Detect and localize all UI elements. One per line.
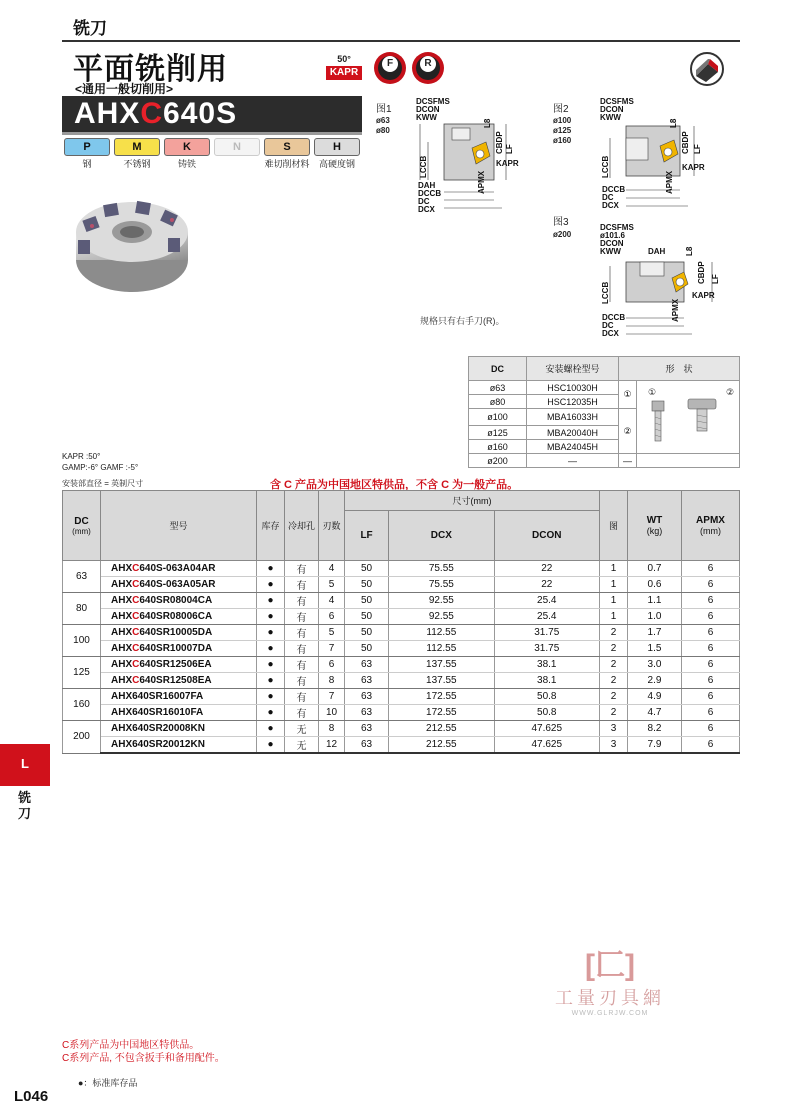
material-n: N bbox=[214, 138, 260, 157]
svg-text:L8: L8 bbox=[685, 246, 694, 256]
lf-cell: 63 bbox=[345, 721, 389, 737]
col-stock: 库存 bbox=[257, 491, 285, 561]
stock-cell: ● bbox=[257, 737, 285, 754]
dc-cell: 100 bbox=[63, 625, 101, 657]
model-cell: AHXC640SR12508EA bbox=[101, 673, 257, 689]
screw-header-shape: 形 状 bbox=[619, 357, 740, 381]
dcx-cell: 75.55 bbox=[389, 577, 494, 593]
dcx-cell: 172.55 bbox=[389, 689, 494, 705]
apmx-cell: 6 bbox=[682, 609, 740, 625]
table-row bbox=[63, 577, 740, 593]
figure-2-diagram bbox=[596, 98, 726, 216]
screw-header-model: 安装螺栓型号 bbox=[527, 357, 619, 381]
svg-text:KWW: KWW bbox=[600, 113, 621, 122]
svg-text:DC: DC bbox=[602, 321, 614, 330]
lf-cell: 63 bbox=[345, 737, 389, 754]
svg-text:DCON: DCON bbox=[600, 239, 624, 248]
chapter-letter: L bbox=[21, 756, 29, 771]
watermark-name: 工量刃具網 bbox=[555, 988, 665, 1008]
wt-cell: 1.7 bbox=[628, 625, 682, 641]
table-row bbox=[63, 609, 740, 625]
model-cell: AHXC640S-063A05AR bbox=[101, 577, 257, 593]
col-model: 型号 bbox=[101, 491, 257, 561]
apmx-cell: 6 bbox=[682, 737, 740, 754]
stock-cell: ● bbox=[257, 577, 285, 593]
dc-cell: 200 bbox=[63, 721, 101, 754]
apmx-cell: 6 bbox=[682, 705, 740, 721]
dcon-cell: 38.1 bbox=[494, 673, 599, 689]
coolant-cell: 有 bbox=[285, 593, 319, 609]
dcx-cell: 212.55 bbox=[389, 721, 494, 737]
chapter-label: 铣刀 bbox=[18, 790, 32, 821]
svg-text:CBDP: CBDP bbox=[495, 131, 504, 154]
coolant-cell: 有 bbox=[285, 641, 319, 657]
teeth-cell: 7 bbox=[319, 689, 345, 705]
stock-cell: ● bbox=[257, 689, 285, 705]
table-row bbox=[63, 705, 740, 721]
apmx-cell: 6 bbox=[682, 625, 740, 641]
svg-text:DC: DC bbox=[418, 197, 430, 206]
model-bar bbox=[62, 96, 362, 132]
teeth-cell: 8 bbox=[319, 721, 345, 737]
apmx-cell: 6 bbox=[682, 721, 740, 737]
coolant-cell: 有 bbox=[285, 577, 319, 593]
fig-cell: 2 bbox=[600, 641, 628, 657]
watermark-url: WWW.GLRJW.COM bbox=[571, 1010, 649, 1017]
wt-cell: 4.9 bbox=[628, 689, 682, 705]
wt-cell: 1.5 bbox=[628, 641, 682, 657]
workpiece-icon bbox=[690, 52, 724, 86]
kapr-degree: 50° bbox=[337, 54, 351, 64]
svg-text:DCX: DCX bbox=[418, 205, 435, 214]
svg-text:APMX: APMX bbox=[665, 170, 674, 194]
model-cell: AHX640SR20008KN bbox=[101, 721, 257, 737]
model-cell: AHXC640S-063A04AR bbox=[101, 561, 257, 577]
screw-row: ø63 HSC10030H ① ① ② bbox=[469, 381, 740, 395]
section-title: 铣刀 bbox=[73, 19, 107, 38]
svg-text:LF: LF bbox=[505, 144, 514, 154]
dc-cell: 80 bbox=[63, 593, 101, 625]
coolant-cell: 有 bbox=[285, 625, 319, 641]
lf-cell: 50 bbox=[345, 641, 389, 657]
stock-cell: ● bbox=[257, 721, 285, 737]
stock-cell: ● bbox=[257, 561, 285, 577]
dcx-cell: 137.55 bbox=[389, 673, 494, 689]
table-row bbox=[63, 737, 740, 754]
svg-text:ø101.6: ø101.6 bbox=[600, 231, 625, 240]
col-dcx: DCX bbox=[389, 511, 494, 561]
svg-text:LCCB: LCCB bbox=[601, 155, 610, 178]
model-bar-stripe bbox=[62, 132, 362, 135]
svg-text:APMX: APMX bbox=[671, 298, 680, 322]
coolant-cell: 有 bbox=[285, 705, 319, 721]
wt-cell: 1.1 bbox=[628, 593, 682, 609]
footer-note-2: C系列产品, 不包含扳手和备用配件。 bbox=[62, 1053, 225, 1064]
svg-text:DCCB: DCCB bbox=[602, 185, 626, 194]
dcon-cell: 22 bbox=[494, 577, 599, 593]
lf-cell: 63 bbox=[345, 705, 389, 721]
dcon-cell: 38.1 bbox=[494, 657, 599, 673]
stock-legend: ●：标准库存品 bbox=[78, 1078, 138, 1088]
screw-shape-illustration bbox=[637, 381, 740, 454]
svg-text:DCSFMS: DCSFMS bbox=[600, 223, 634, 232]
dcon-cell: 50.8 bbox=[494, 689, 599, 705]
apmx-cell: 6 bbox=[682, 641, 740, 657]
dcx-cell: 172.55 bbox=[389, 705, 494, 721]
wt-cell: 7.9 bbox=[628, 737, 682, 754]
right-hand-note: 规格只有右手刀(R)。 bbox=[420, 316, 505, 326]
svg-text:DCCB: DCCB bbox=[602, 313, 626, 322]
table-row bbox=[63, 625, 740, 641]
model-cell: AHXC640SR08004CA bbox=[101, 593, 257, 609]
model-cell: AHX640SR20012KN bbox=[101, 737, 257, 754]
dcon-cell: 50.8 bbox=[494, 705, 599, 721]
figure-1-diagram bbox=[410, 98, 540, 216]
fig-cell: 1 bbox=[600, 609, 628, 625]
col-lf: LF bbox=[345, 511, 389, 561]
apmx-cell: 6 bbox=[682, 689, 740, 705]
material-legend bbox=[62, 138, 372, 172]
material-m: M 不锈钢 bbox=[114, 138, 160, 170]
fig-cell: 2 bbox=[600, 657, 628, 673]
material-s: S 难切削材料 bbox=[264, 138, 310, 170]
wt-cell: 0.6 bbox=[628, 577, 682, 593]
dcon-cell: 31.75 bbox=[494, 641, 599, 657]
svg-text:①: ① bbox=[648, 387, 657, 397]
coolant-cell: 有 bbox=[285, 689, 319, 705]
dcon-cell: 25.4 bbox=[494, 609, 599, 625]
material-p: P 钢 bbox=[64, 138, 110, 170]
header-divider bbox=[62, 40, 740, 42]
dcx-cell: 112.55 bbox=[389, 625, 494, 641]
fig-cell: 1 bbox=[600, 593, 628, 609]
table-row bbox=[63, 689, 740, 705]
svg-text:CBDP: CBDP bbox=[681, 131, 690, 154]
fig-cell: 2 bbox=[600, 625, 628, 641]
teeth-cell: 5 bbox=[319, 625, 345, 641]
teeth-cell: 5 bbox=[319, 577, 345, 593]
material-h: H 高硬度钢 bbox=[314, 138, 360, 170]
svg-text:APMX: APMX bbox=[477, 170, 486, 194]
dcx-cell: 92.55 bbox=[389, 593, 494, 609]
right-hand-r-icon: R bbox=[412, 52, 444, 84]
table-row bbox=[63, 641, 740, 657]
table-row bbox=[63, 673, 740, 689]
dcon-cell: 25.4 bbox=[494, 593, 599, 609]
teeth-cell: 4 bbox=[319, 593, 345, 609]
col-dc: DC (mm) bbox=[63, 491, 101, 561]
dcon-cell: 31.75 bbox=[494, 625, 599, 641]
coolant-cell: 有 bbox=[285, 561, 319, 577]
svg-text:DCCB: DCCB bbox=[418, 189, 442, 198]
col-coolant: 冷却孔 bbox=[285, 491, 319, 561]
wt-cell: 8.2 bbox=[628, 721, 682, 737]
c-series-notice: 含 C 产品为中国地区特供品，不含 C 为一般产品。 bbox=[270, 479, 519, 491]
stock-cell: ● bbox=[257, 609, 285, 625]
teeth-cell: 10 bbox=[319, 705, 345, 721]
table-row bbox=[63, 657, 740, 673]
stock-cell: ● bbox=[257, 593, 285, 609]
dc-cell: 125 bbox=[63, 657, 101, 689]
svg-text:②: ② bbox=[726, 387, 735, 397]
table-row bbox=[63, 721, 740, 737]
wt-cell: 2.9 bbox=[628, 673, 682, 689]
svg-text:KWW: KWW bbox=[416, 113, 437, 122]
col-teeth: 刃数 bbox=[319, 491, 345, 561]
figure-1-diameters: ø63 ø80 bbox=[376, 116, 390, 135]
lf-cell: 50 bbox=[345, 593, 389, 609]
svg-text:DCSFMS: DCSFMS bbox=[416, 98, 450, 106]
figure-2-label: 图2 bbox=[553, 104, 569, 115]
svg-text:L8: L8 bbox=[669, 118, 678, 128]
figure-3-diagram bbox=[596, 222, 736, 342]
material-k: K 铸铁 bbox=[164, 138, 210, 170]
stock-cell: ● bbox=[257, 673, 285, 689]
teeth-cell: 12 bbox=[319, 737, 345, 754]
apmx-cell: 6 bbox=[682, 561, 740, 577]
svg-text:KAPR: KAPR bbox=[496, 159, 519, 168]
svg-text:CBDP: CBDP bbox=[697, 261, 706, 284]
figure-2-diameters: ø100 ø125 ø160 bbox=[553, 116, 572, 145]
screw-header-dc: DC bbox=[469, 357, 527, 381]
svg-text:DAH: DAH bbox=[648, 247, 666, 256]
svg-text:DCX: DCX bbox=[602, 201, 619, 210]
teeth-cell: 8 bbox=[319, 673, 345, 689]
stock-cell: ● bbox=[257, 705, 285, 721]
dcx-cell: 112.55 bbox=[389, 641, 494, 657]
screw-row: ø160 MBA24045H bbox=[469, 440, 740, 454]
svg-text:DC: DC bbox=[602, 193, 614, 202]
model-name: AHXC640S bbox=[74, 97, 238, 130]
teeth-cell: 7 bbox=[319, 641, 345, 657]
table-row bbox=[63, 561, 740, 577]
dcx-cell: 137.55 bbox=[389, 657, 494, 673]
kapr-badge bbox=[326, 54, 362, 88]
dcx-cell: 75.55 bbox=[389, 561, 494, 577]
dcon-cell: 47.625 bbox=[494, 721, 599, 737]
apmx-cell: 6 bbox=[682, 657, 740, 673]
model-cell: AHXC640SR08006CA bbox=[101, 609, 257, 625]
param-rake-angles: GAMP:-6° GAMF :-5° bbox=[62, 463, 139, 472]
table-row bbox=[63, 593, 740, 609]
lf-cell: 50 bbox=[345, 577, 389, 593]
svg-text:DCSFMS: DCSFMS bbox=[600, 98, 634, 106]
svg-text:LF: LF bbox=[711, 274, 720, 284]
model-cell: AHX640SR16007FA bbox=[101, 689, 257, 705]
svg-text:L8: L8 bbox=[483, 118, 492, 128]
figure-3-label: 图3 bbox=[553, 217, 569, 228]
figure-3-diameters: ø200 bbox=[553, 230, 572, 239]
svg-text:DCON: DCON bbox=[600, 105, 624, 114]
lf-cell: 63 bbox=[345, 689, 389, 705]
svg-text:DAH: DAH bbox=[418, 181, 436, 190]
svg-text:DCX: DCX bbox=[602, 329, 619, 338]
dcx-cell: 212.55 bbox=[389, 737, 494, 754]
mounting-screw-table bbox=[468, 356, 740, 468]
svg-text:KWW: KWW bbox=[600, 247, 621, 256]
stock-cell: ● bbox=[257, 625, 285, 641]
teeth-cell: 4 bbox=[319, 561, 345, 577]
watermark bbox=[540, 940, 680, 1020]
screw-row: ø200 — — bbox=[469, 454, 740, 468]
product-subtitle: <通用一般切削用> bbox=[75, 82, 174, 96]
lf-cell: 50 bbox=[345, 609, 389, 625]
coolant-cell: 有 bbox=[285, 673, 319, 689]
dcon-cell: 47.625 bbox=[494, 737, 599, 754]
teeth-cell: 6 bbox=[319, 609, 345, 625]
col-apmx: APMX (mm) bbox=[682, 491, 740, 561]
lf-cell: 50 bbox=[345, 561, 389, 577]
col-dcon: DCON bbox=[494, 511, 599, 561]
coolant-cell: 无 bbox=[285, 737, 319, 754]
wt-cell: 1.0 bbox=[628, 609, 682, 625]
stock-cell: ● bbox=[257, 657, 285, 673]
svg-text:KAPR: KAPR bbox=[692, 291, 715, 300]
apmx-cell: 6 bbox=[682, 577, 740, 593]
wt-cell: 3.0 bbox=[628, 657, 682, 673]
chapter-tab bbox=[0, 744, 50, 786]
figure-1-label: 图1 bbox=[376, 104, 392, 115]
param-kapr: KAPR :50° bbox=[62, 452, 101, 461]
lf-cell: 63 bbox=[345, 657, 389, 673]
lf-cell: 50 bbox=[345, 625, 389, 641]
apmx-cell: 6 bbox=[682, 673, 740, 689]
footer-note-1: C系列产品为中国地区特供品。 bbox=[62, 1040, 200, 1051]
coolant-cell: 有 bbox=[285, 609, 319, 625]
teeth-cell: 6 bbox=[319, 657, 345, 673]
screw-row: ø80 HSC12035H bbox=[469, 395, 740, 409]
dc-cell: 160 bbox=[63, 689, 101, 721]
param-bore-note: 安装部直径 = 英制尺寸 bbox=[62, 479, 144, 488]
model-cell: AHX640SR16010FA bbox=[101, 705, 257, 721]
svg-text:LCCB: LCCB bbox=[601, 281, 610, 304]
svg-text:LF: LF bbox=[693, 144, 702, 154]
face-milling-f-icon: F bbox=[374, 52, 406, 84]
col-figure: 图 bbox=[600, 491, 628, 561]
coolant-cell: 无 bbox=[285, 721, 319, 737]
fig-cell: 2 bbox=[600, 689, 628, 705]
wt-cell: 4.7 bbox=[628, 705, 682, 721]
col-dimensions: 尺寸(mm) bbox=[345, 491, 600, 511]
model-cell: AHXC640SR10007DA bbox=[101, 641, 257, 657]
coolant-cell: 有 bbox=[285, 657, 319, 673]
dcon-cell: 22 bbox=[494, 561, 599, 577]
svg-text:LCCB: LCCB bbox=[419, 155, 428, 178]
fig-cell: 1 bbox=[600, 577, 628, 593]
dc-cell: 63 bbox=[63, 561, 101, 593]
dcx-cell: 92.55 bbox=[389, 609, 494, 625]
page-number: L046 bbox=[14, 1088, 49, 1105]
screw-row: ø100 MBA16033H ② bbox=[469, 409, 740, 426]
product-title: 平面铣削用 bbox=[73, 53, 228, 86]
fig-cell: 2 bbox=[600, 705, 628, 721]
wt-cell: 0.7 bbox=[628, 561, 682, 577]
screw-row: ø125 MBA20040H bbox=[469, 426, 740, 440]
fig-cell: 1 bbox=[600, 561, 628, 577]
product-table bbox=[62, 490, 740, 754]
fig-cell: 2 bbox=[600, 673, 628, 689]
apmx-cell: 6 bbox=[682, 593, 740, 609]
stock-cell: ● bbox=[257, 641, 285, 657]
model-cell: AHXC640SR12506EA bbox=[101, 657, 257, 673]
watermark-logo: [匚] bbox=[585, 949, 635, 982]
model-cell: AHXC640SR10005DA bbox=[101, 625, 257, 641]
svg-text:KAPR: KAPR bbox=[682, 163, 705, 172]
fig-cell: 3 bbox=[600, 737, 628, 754]
fig-cell: 3 bbox=[600, 721, 628, 737]
lf-cell: 63 bbox=[345, 673, 389, 689]
col-weight: WT (kg) bbox=[628, 491, 682, 561]
cutter-photo bbox=[62, 188, 202, 300]
kapr-label: KAPR bbox=[326, 66, 362, 80]
svg-text:DCON: DCON bbox=[416, 105, 440, 114]
